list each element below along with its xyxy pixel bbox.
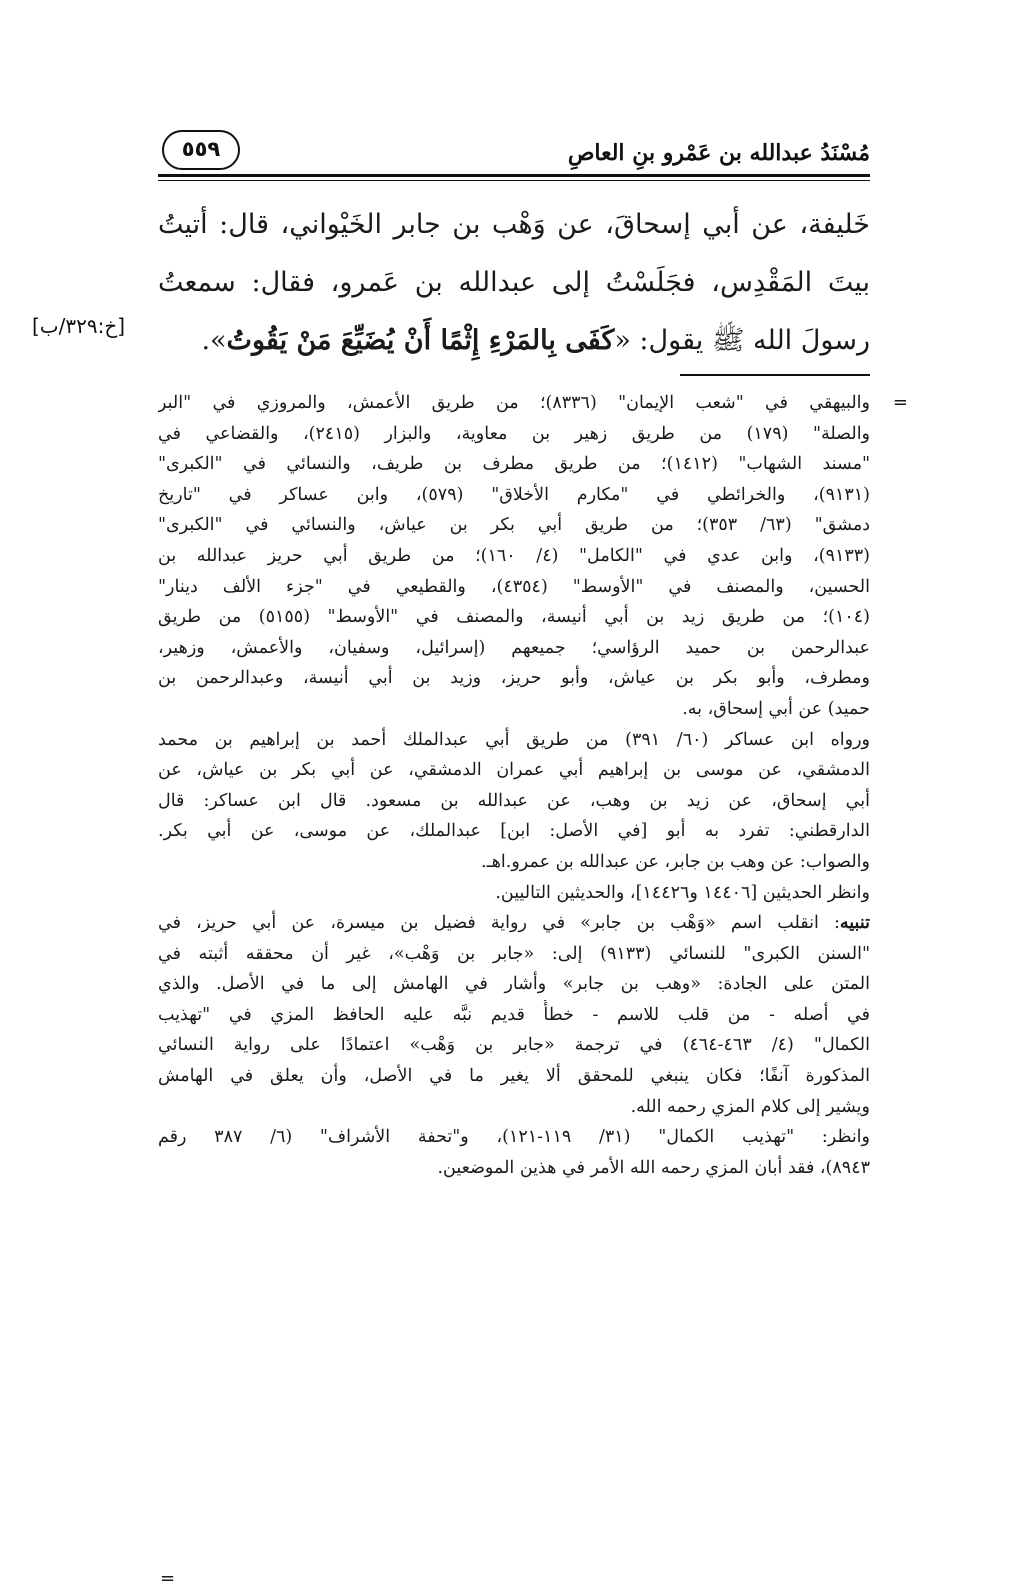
footnote-line: والبيهقي في "شعب الإيمان" (٨٣٣٦)؛ من طريق الأعمش، والمروزي في "البر xyxy=(158,393,870,413)
footnote-line: أبي إسحاق، عن زيد بن وهب، عن عبدالله بن مسعود. قال ابن عساكر: قال xyxy=(158,790,870,811)
footnote-line: (١٠٤)؛ من طريق زيد بن أبي أنيسة، والمصنف في "الأوسط" (٥١٥٥) من طريق xyxy=(158,607,870,628)
footnote-line xyxy=(158,908,870,939)
footnotes xyxy=(158,388,908,1589)
footnote-line: (٩١٣١)، والخرائطي في "مكارم الأخلاق" (٥٧٩)، وابن عساكر في "تاريخ xyxy=(158,484,870,505)
header-rule-thick xyxy=(158,174,870,177)
footnote-line: الدمشقي، عن موسى بن إبراهيم أبي عمران الدمشقي، عن أبي بكر بن عياش، عن xyxy=(158,760,870,781)
footnote-line: وانظر: "تهذيب الكمال" (٣١/ ١١٩-١٢١)، و"تحفة الأشراف" (٦/ ٣٨٧ رقم xyxy=(158,1127,870,1148)
hadith-line-3-prefix: رسولَ الله ﷺ يقول: « xyxy=(614,325,870,356)
footnote-block-note xyxy=(158,908,870,1122)
footnote-line: (٩١٣٣)، وابن عدي في "الكامل" (٤/ ١٦٠)؛ من طريق أبي حريز عبدالله بن xyxy=(158,545,870,566)
footnote-line: حميد) عن أبي إسحاق، به. xyxy=(682,698,870,719)
hadith-line-1: خَليفة، عن أبي إسحاقَ، عن وَهْب بن جابر الخَيْواني، قال: أتيتُ xyxy=(158,209,870,240)
hadith-matn: كَفَى بِالمَرْءِ إِثْمًا أَنْ يُضَيِّعَ مَنْ يَقُوتُ xyxy=(226,325,615,356)
footnote-block-see-also xyxy=(158,878,870,909)
footnote-line: المذكورة آنفًا؛ فكان ينبغي للمحقق ألا يغير ما في الأصل، وأن يعلق في الهامش xyxy=(158,1066,870,1087)
footnote-line: دمشق" (٦٣/ ٣٥٣)؛ من طريق أبي بكر بن عياش، والنسائي في "الكبرى" xyxy=(158,515,870,536)
footnote-separator xyxy=(680,374,870,376)
page-header xyxy=(158,118,870,178)
hadith-text xyxy=(158,196,870,370)
hadith-line-3-suffix: ». xyxy=(201,325,227,356)
footnote-line: عبدالرحمن بن حميد الرؤاسي؛ جميعهم (إسرائيل، وسفيان، والأعمش، وزهير، xyxy=(158,637,870,658)
note-first-line-rest: : انقلب اسم «وَهْب بن جابر» في رواية فضيل بن ميسرة، عن أبي حريز، في xyxy=(158,913,840,934)
header-rule-thin xyxy=(158,180,870,181)
manuscript-margin-reference: [خ:٣٢٩/ب] xyxy=(32,314,126,338)
running-head: مُسْنَدُ عبدالله بن عَمْرو بنِ العاصِ xyxy=(567,140,870,166)
hadith-line-3 xyxy=(158,312,870,370)
footnote-continuation-marker: = xyxy=(892,392,908,413)
hadith-line-2: بيتَ المَقْدِس، فجَلَسْتُ إلى عبدالله بن عَمرو، فقال: سمعتُ xyxy=(158,267,870,298)
page-number-badge: ٥٥٩ xyxy=(162,130,240,170)
footnote-line: "السنن الكبرى" للنسائي (٩١٣٣) إلى: «جابر بن وَهْب»، غير أن محققه أثبته في xyxy=(158,943,870,964)
footnote-line: ورواه ابن عساكر (٦٠/ ٣٩١) من طريق أبي عبدالملك أحمد بن إبراهيم بن محمد xyxy=(158,729,870,750)
footnote-block-sources xyxy=(158,388,908,725)
footnote-line: وانظر الحديثين [١٤٤٠٦ و١٤٤٢٦]، والحديثين التاليين. xyxy=(495,882,870,903)
footnote-line: والصلة" (١٧٩) من طريق زهير بن معاوية، والبزار (٢٤١٥)، والقضاعي في xyxy=(158,423,870,444)
footnote-line: المتن على الجادة: «وهب بن جابر» وأشار في الهامش إلى ما في الأصل. والذي xyxy=(158,974,870,995)
note-label: تنبيه xyxy=(839,913,870,934)
footnote-line: والصواب: عن وهب بن جابر، عن عبدالله بن عمرو.اهـ. xyxy=(481,851,870,872)
footnote-line: الدارقطني: تفرد به أبو [في الأصل: ابن] عبدالملك، عن موسى، عن أبي بكر. xyxy=(158,821,870,842)
footnote-line: الكمال" (٤/ ٤٦٣-٤٦٤) في ترجمة «جابر بن وَهْب» اعتمادًا على رواية النسائي xyxy=(158,1035,870,1056)
footnote-line: الحسين، والمصنف في "الأوسط" (٤٣٥٤)، والقطيعي في "جزء الألف دينار" xyxy=(158,576,870,597)
footnote-line: ٨٩٤٣)، فقد أبان المزي رحمه الله الأمر في هذين الموضعين. xyxy=(437,1157,870,1178)
footnote-end-marker: = xyxy=(160,1568,176,1589)
footnote-line: ويشير إلى كلام المزي رحمه الله. xyxy=(630,1096,870,1117)
footnote-block-ibn-asakir xyxy=(158,725,870,878)
footnote-line: "مسند الشهاب" (١٤١٢)؛ من طريق مطرف بن طريف، والنسائي في "الكبرى" xyxy=(158,454,870,475)
footnote-block-references xyxy=(158,1122,870,1183)
footnote-line: ومطرف، وأبو بكر بن عياش، وأبو حريز، وزيد بن أبي أنيسة، وعبدالرحمن بن xyxy=(158,668,870,689)
footnote-line: في أصله - من قلب للاسم - خطأٌ قديم نبَّه عليه الحافظ المزي في "تهذيب xyxy=(158,1004,870,1025)
